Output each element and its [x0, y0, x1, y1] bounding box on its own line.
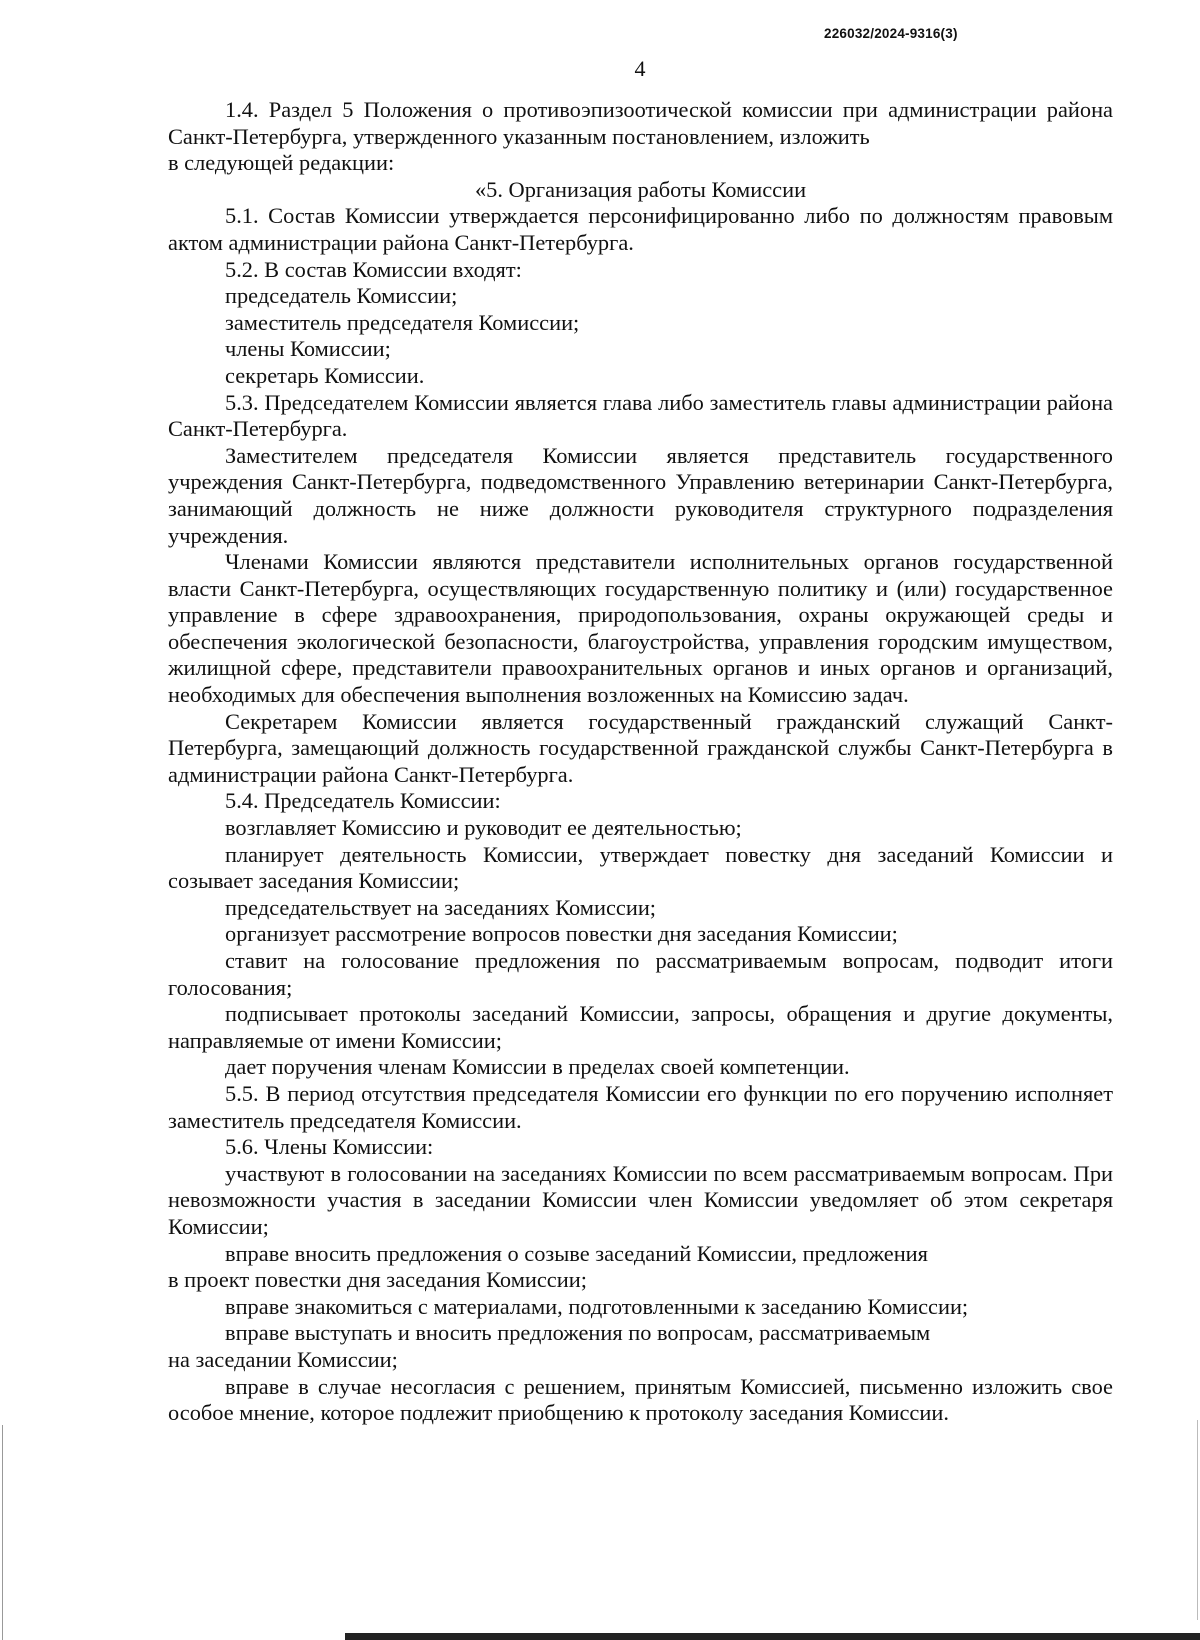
list-item-secretary: секретарь Комиссии.	[225, 362, 425, 388]
paragraph-5-4: 5.4. Председатель Комиссии:	[225, 788, 501, 814]
list-item-chairman-duty-2: планирует деятельность Комиссии, утверждает повестку дня заседаний Комиссии и созывает заседания Комиссии;	[168, 841, 1113, 894]
list-item-member-right-2: вправе вносить предложения о созыве заседаний Комиссии, предложения в проект повестки дня заседания Комиссии;	[168, 1240, 928, 1293]
list-item-members: члены Комиссии;	[225, 336, 391, 362]
list-item-chairman: председатель Комиссии;	[225, 283, 458, 309]
list-item-chairman-duty-6: подписывает протоколы заседаний Комиссии, запросы, обращения и другие документы, направляемые от имени Комиссии;	[168, 1001, 1113, 1053]
paragraph-1-4: 1.4. Раздел 5 Положения о противоэпизоотической комиссии при администрации района Санкт-Петербурга, утвержденного указанным постановлением, изложить в следующей редакции:	[168, 97, 1113, 176]
section-5-heading: «5. Организация работы Комиссии	[474, 176, 807, 202]
document-body	[168, 97, 1113, 1427]
scan-edge-bottom	[345, 1633, 1200, 1640]
list-item-deputy-chairman: заместитель председателя Комиссии;	[225, 309, 580, 335]
paragraph-5-5: 5.5. В период отсутствия председателя Комиссии его функции по его поручению исполняет заместитель председателя Комиссии.	[168, 1080, 1113, 1133]
paragraph-deputy-chairman: Заместителем председателя Комиссии является представитель государственного учреждения Санкт-Петербурга, подведомственного Управлению ветеринарии Санкт-Петербурга, занимающий должность не ниже должности руководителя структурного подразделения учреждения.	[168, 442, 1113, 548]
paragraph-5-2: 5.2. В состав Комиссии входят:	[225, 256, 522, 282]
list-item-chairman-duty-3: председательствует на заседаниях Комиссии;	[225, 894, 657, 920]
document-registration-number: 226032/2024-9316(3)	[824, 26, 958, 41]
list-item-chairman-duty-5: ставит на голосование предложения по рассматриваемым вопросам, подводит итоги голосования;	[168, 948, 1113, 1000]
paragraph-members: Членами Комиссии являются представители исполнительных органов государственной власти Санкт-Петербурга, осуществляющих государственную политику и (или) государственное управление в сфере здравоохранения, природопользования, охраны окружающей среды и обеспечения экологической безопасности, благоустройства, управления городским имуществом, жилищной сфере, представители правоохранительных органов и иных органов и организаций, необходимых для обеспечения выполнения возложенных на Комиссию задач.	[168, 549, 1113, 708]
paragraph-5-3: 5.3. Председателем Комиссии является глава либо заместитель главы администрации района Санкт-Петербурга.	[168, 389, 1113, 442]
paragraph-5-1: 5.1. Состав Комиссии утверждается персонифицированно либо по должностям правовым актом администрации района Санкт-Петербурга.	[168, 203, 1113, 255]
list-item-chairman-duty-7: дает поручения членам Комиссии в пределах своей компетенции.	[225, 1054, 850, 1080]
list-item-member-right-4: вправе выступать и вносить предложения по вопросам, рассматриваемым на заседании Комиссии;	[168, 1320, 931, 1372]
scan-edge-left	[2, 1425, 3, 1640]
paragraph-secretary: Секретарем Комиссии является государственный гражданский служащий Санкт-Петербурга, замещающий должность государственной гражданской службы Санкт-Петербурга в администрации района Санкт-Петербурга.	[168, 708, 1113, 787]
page-number: 4	[634, 56, 646, 81]
list-item-chairman-duty-4: организует рассмотрение вопросов повестки дня заседания Комиссии;	[225, 921, 898, 947]
list-item-chairman-duty-1: возглавляет Комиссию и руководит ее деятельностью;	[225, 815, 742, 841]
paragraph-5-6: 5.6. Члены Комиссии:	[225, 1134, 434, 1160]
list-item-member-right-3: вправе знакомиться с материалами, подготовленными к заседанию Комиссии;	[225, 1293, 969, 1319]
scan-edge-right	[1197, 1420, 1198, 1620]
list-item-member-right-5: вправе в случае несогласия с решением, принятым Комиссией, письменно изложить свое особое мнение, которое подлежит приобщению к протоколу заседания Комиссии.	[168, 1373, 1113, 1426]
list-item-member-right-1: участвуют в голосовании на заседаниях Комиссии по всем рассматриваемым вопросам. При невозможности участия в заседании Комиссии член Комиссии уведомляет об этом секретаря Комиссии;	[168, 1160, 1113, 1239]
